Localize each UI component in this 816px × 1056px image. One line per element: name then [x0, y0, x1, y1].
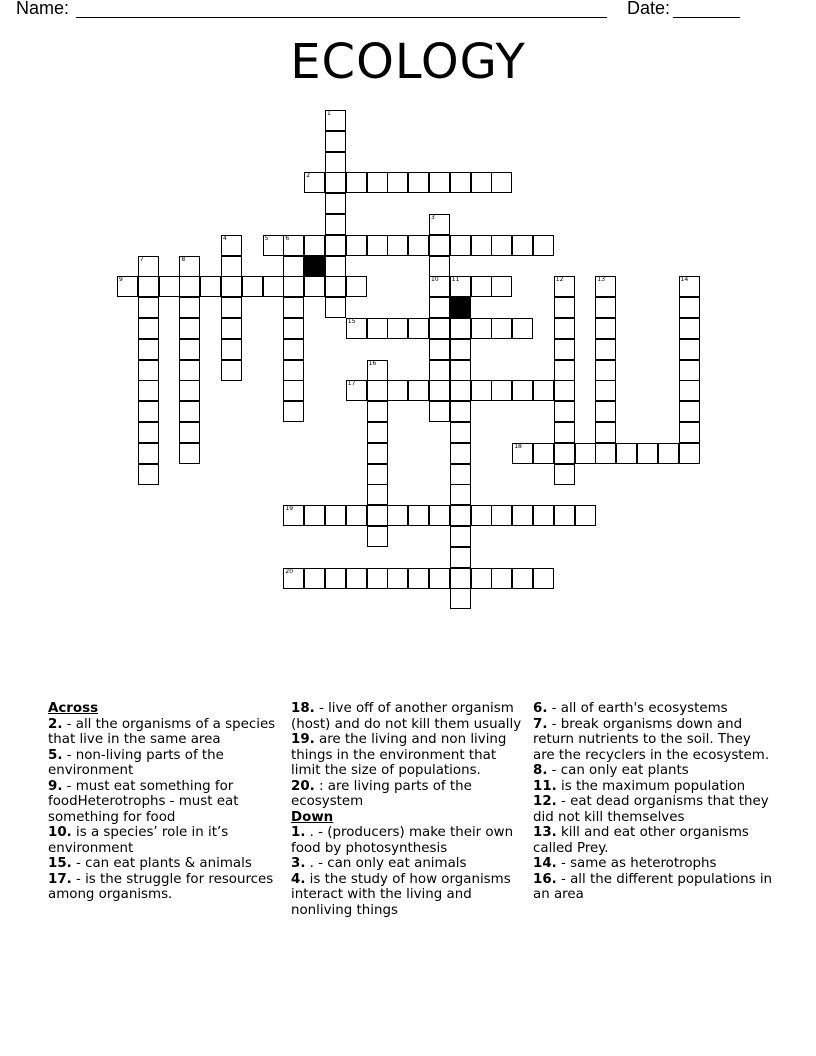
grid-cell[interactable]	[450, 526, 471, 547]
grid-cell[interactable]	[179, 256, 200, 277]
across-clue-17	[48, 872, 288, 903]
grid-cell[interactable]	[346, 276, 367, 297]
grid-cell[interactable]	[179, 443, 200, 464]
grid-cell[interactable]	[429, 214, 450, 235]
across-clue-5	[48, 748, 288, 779]
clue-number: 16	[368, 359, 377, 367]
clue-number-label: 17.	[48, 871, 72, 887]
grid-cell[interactable]	[408, 505, 429, 526]
grid-cell[interactable]	[679, 422, 700, 443]
grid-cell[interactable]	[367, 235, 388, 256]
clue-text: is a species’ role in it’s environment	[48, 825, 229, 856]
grid-cell[interactable]	[367, 318, 388, 339]
clue-number: 9	[119, 276, 123, 284]
grid-cell[interactable]	[179, 422, 200, 443]
grid-cell[interactable]	[429, 172, 450, 193]
clue-number-label: 6.	[533, 701, 548, 716]
clue-text: - live off of another organism (host) and do not kill them usually	[291, 701, 522, 732]
grid-cell[interactable]	[179, 276, 200, 297]
grid-cell[interactable]	[346, 172, 367, 193]
grid-cell[interactable]	[679, 401, 700, 422]
grid-cell[interactable]	[387, 505, 408, 526]
grid-cell[interactable]	[679, 297, 700, 318]
grid-cell[interactable]	[263, 276, 284, 297]
grid-cell[interactable]	[387, 235, 408, 256]
grid-cell[interactable]	[491, 235, 512, 256]
grid-cell[interactable]	[616, 443, 637, 464]
clue-number: 10	[431, 276, 439, 284]
grid-cell[interactable]	[138, 297, 159, 318]
grid-cell[interactable]	[408, 172, 429, 193]
grid-cell[interactable]	[283, 505, 304, 526]
grid-cell[interactable]	[325, 276, 346, 297]
clue-text: is the study of how organisms interact with the living and nonliving things	[291, 871, 511, 918]
grid-cell[interactable]	[512, 318, 533, 339]
across-clues-list-b	[291, 701, 527, 810]
grid-cell[interactable]	[450, 339, 471, 360]
grid-cell[interactable]	[283, 360, 304, 381]
grid-cell[interactable]	[221, 235, 242, 256]
grid-cell[interactable]	[325, 131, 346, 152]
grid-cell[interactable]	[304, 276, 325, 297]
grid-cell[interactable]	[429, 380, 450, 401]
grid-cell[interactable]	[304, 505, 325, 526]
grid-cell[interactable]	[283, 297, 304, 318]
clue-number-label: 8.	[533, 763, 548, 778]
grid-cell[interactable]	[450, 443, 471, 464]
grid-cell[interactable]	[471, 568, 492, 589]
down-clue-8	[533, 763, 773, 779]
clue-number-label: 4.	[291, 871, 306, 887]
clues-column-3	[533, 701, 773, 903]
grid-cell[interactable]	[450, 464, 471, 485]
grid-cell[interactable]	[554, 505, 575, 526]
grid-cell[interactable]	[283, 568, 304, 589]
across-clues-list-a	[48, 717, 288, 903]
grid-cell[interactable]	[491, 568, 512, 589]
date-label: Date:	[627, 0, 671, 18]
grid-cell[interactable]	[346, 318, 367, 339]
grid-cell[interactable]	[346, 505, 367, 526]
grid-cell[interactable]	[138, 256, 159, 277]
grid-cell[interactable]	[554, 276, 575, 297]
grid-cell[interactable]	[283, 256, 304, 277]
clue-number-label: 16.	[533, 871, 557, 887]
grid-cell[interactable]	[471, 276, 492, 297]
clue-number: 14	[680, 276, 689, 284]
grid-cell[interactable]	[367, 401, 388, 422]
grid-cell[interactable]	[367, 443, 388, 464]
clue-number-label: 3.	[291, 856, 306, 871]
grid-cell[interactable]	[283, 276, 304, 297]
black-cell	[304, 256, 325, 277]
grid-cell[interactable]	[367, 505, 388, 526]
clue-text: is the maximum population	[556, 778, 746, 794]
clue-number: 4	[223, 234, 227, 242]
clue-number: 3	[431, 214, 435, 221]
grid-cell[interactable]	[367, 464, 388, 485]
down-clue-16	[533, 872, 773, 903]
grid-cell[interactable]	[325, 152, 346, 173]
grid-cell[interactable]	[512, 443, 533, 464]
grid-cell[interactable]	[429, 401, 450, 422]
grid-cell[interactable]	[471, 318, 492, 339]
clues-column-2	[291, 701, 527, 918]
grid-cell[interactable]	[408, 380, 429, 401]
grid-cell[interactable]	[429, 505, 450, 526]
down-clue-1	[291, 825, 527, 856]
grid-cell[interactable]	[595, 318, 616, 339]
grid-cell[interactable]	[346, 235, 367, 256]
grid-cell[interactable]	[450, 588, 471, 609]
clue-text: . - (producers) make their own food by photosynthesis	[291, 825, 514, 856]
grid-cell[interactable]	[471, 505, 492, 526]
grid-cell[interactable]	[346, 380, 367, 401]
grid-cell[interactable]	[179, 297, 200, 318]
clue-text: - must eat something for foodHeterotrophs - must eat something for food	[48, 778, 239, 825]
grid-cell[interactable]	[304, 568, 325, 589]
grid-cell[interactable]	[533, 380, 554, 401]
grid-cell[interactable]	[595, 339, 616, 360]
grid-cell[interactable]	[325, 172, 346, 193]
clue-number: 15	[347, 318, 356, 325]
clue-number: 6	[285, 234, 290, 242]
clue-number: 5	[264, 234, 269, 242]
grid-cell[interactable]	[637, 443, 658, 464]
grid-cell[interactable]	[575, 505, 596, 526]
across-clue-15	[48, 856, 288, 872]
across-heading: Across	[48, 701, 99, 716]
grid-cell[interactable]	[554, 318, 575, 339]
grid-cell[interactable]	[138, 339, 159, 360]
grid-cell[interactable]	[595, 360, 616, 381]
grid-cell[interactable]	[658, 443, 679, 464]
grid-cell[interactable]	[512, 235, 533, 256]
grid-cell[interactable]	[429, 360, 450, 381]
grid-cell[interactable]	[325, 505, 346, 526]
down-clue-13	[533, 825, 773, 856]
grid-cell[interactable]	[491, 380, 512, 401]
grid-cell[interactable]	[554, 380, 575, 401]
across-clue-19	[291, 732, 527, 779]
down-clue-11	[533, 779, 773, 795]
grid-cell[interactable]	[595, 401, 616, 422]
grid-cell[interactable]	[429, 256, 450, 277]
grid-cell[interactable]	[429, 339, 450, 360]
grid-cell[interactable]	[138, 401, 159, 422]
grid-cell[interactable]	[595, 297, 616, 318]
grid-cell[interactable]	[533, 568, 554, 589]
grid-cell[interactable]	[554, 401, 575, 422]
grid-cell[interactable]	[450, 484, 471, 505]
grid-cell[interactable]	[263, 235, 284, 256]
clue-number: 7	[139, 255, 144, 263]
clue-number-label: 10.	[48, 825, 72, 840]
clue-number-label: 13.	[533, 825, 557, 840]
grid-cell[interactable]	[367, 422, 388, 443]
clue-number: 1	[327, 110, 331, 117]
clue-number-label: 15.	[48, 856, 72, 871]
clue-number-label: 11.	[533, 778, 557, 794]
across-clue-2	[48, 717, 288, 748]
grid-cell[interactable]	[304, 235, 325, 256]
grid-cell[interactable]	[325, 110, 346, 131]
grid-cell[interactable]	[138, 422, 159, 443]
down-heading: Down	[291, 809, 334, 825]
grid-cell[interactable]	[138, 380, 159, 401]
grid-cell[interactable]	[491, 318, 512, 339]
page-title: ECOLOGY	[290, 34, 526, 90]
clue-number-label: 9.	[48, 778, 63, 794]
grid-cell[interactable]	[533, 443, 554, 464]
grid-cell[interactable]	[367, 484, 388, 505]
grid-cell[interactable]	[554, 360, 575, 381]
clue-number: 13	[597, 276, 606, 284]
grid-cell[interactable]	[242, 276, 263, 297]
grid-cell[interactable]	[117, 276, 138, 297]
grid-cell[interactable]	[138, 360, 159, 381]
grid-cell[interactable]	[450, 276, 471, 297]
grid-cell[interactable]	[304, 172, 325, 193]
clue-text: - is the struggle for resources among organisms.	[48, 871, 274, 902]
grid-cell[interactable]	[283, 318, 304, 339]
grid-cell[interactable]	[387, 380, 408, 401]
clue-text: - all the different populations in an area	[533, 871, 773, 902]
down-clue-3	[291, 856, 527, 872]
grid-cell[interactable]	[679, 360, 700, 381]
grid-cell[interactable]	[221, 276, 242, 297]
clue-number: 8	[181, 255, 186, 263]
grid-cell[interactable]	[408, 235, 429, 256]
grid-cell[interactable]	[387, 568, 408, 589]
down-clue-12	[533, 794, 773, 825]
grid-cell[interactable]	[512, 380, 533, 401]
grid-cell[interactable]	[179, 360, 200, 381]
grid-cell[interactable]	[450, 172, 471, 193]
grid-cell[interactable]	[679, 318, 700, 339]
grid-cell[interactable]	[221, 297, 242, 318]
grid-cell[interactable]	[450, 401, 471, 422]
grid-cell[interactable]	[221, 360, 242, 381]
clue-text: kill and eat other organisms called Prey.	[533, 825, 749, 856]
clue-number-label: 7.	[533, 716, 548, 732]
grid-cell[interactable]	[595, 422, 616, 443]
clue-number-label: 1.	[291, 825, 306, 840]
clue-number: 2	[306, 172, 311, 180]
grid-cell[interactable]	[554, 443, 575, 464]
grid-cell[interactable]	[179, 380, 200, 401]
clue-text: - non-living parts of the environment	[48, 747, 224, 778]
grid-cell[interactable]	[283, 380, 304, 401]
clue-number: 18	[514, 442, 522, 450]
grid-cell[interactable]	[221, 339, 242, 360]
down-clues-list-a	[291, 825, 527, 918]
grid-cell[interactable]	[679, 380, 700, 401]
grid-cell[interactable]	[554, 339, 575, 360]
grid-cell[interactable]	[450, 422, 471, 443]
grid-cell[interactable]	[408, 318, 429, 339]
clue-number: 11	[451, 276, 460, 284]
grid-cell[interactable]	[283, 235, 304, 256]
clue-text: - break organisms down and return nutrients to the soil. They are the recyclers in the ecosystem.	[533, 716, 770, 763]
across-clue-9	[48, 779, 288, 826]
clue-text: are the living and non living things in the environment that limit the size of populations.	[291, 732, 507, 778]
grid-cell[interactable]	[138, 443, 159, 464]
grid-cell[interactable]	[533, 235, 554, 256]
grid-cell[interactable]	[554, 422, 575, 443]
clue-number-label: 18.	[291, 701, 315, 716]
grid-cell[interactable]	[179, 318, 200, 339]
grid-cell[interactable]	[367, 172, 388, 193]
grid-cell[interactable]	[554, 297, 575, 318]
down-clue-4	[291, 872, 527, 919]
clue-number-label: 20.	[291, 778, 315, 794]
grid-cell[interactable]	[429, 568, 450, 589]
grid-cell[interactable]	[367, 380, 388, 401]
grid-cell[interactable]	[429, 318, 450, 339]
clue-number-label: 12.	[533, 794, 557, 809]
grid-cell[interactable]	[533, 505, 554, 526]
clue-number-label: 5.	[48, 747, 63, 763]
grid-cell[interactable]	[450, 235, 471, 256]
grid-cell[interactable]	[346, 568, 367, 589]
grid-cell[interactable]	[595, 443, 616, 464]
grid-cell[interactable]	[429, 276, 450, 297]
grid-cell[interactable]	[159, 276, 180, 297]
grid-cell[interactable]	[471, 380, 492, 401]
grid-cell[interactable]	[408, 568, 429, 589]
grid-cell[interactable]	[429, 297, 450, 318]
grid-cell[interactable]	[450, 568, 471, 589]
grid-cell[interactable]	[595, 276, 616, 297]
grid-cell[interactable]	[283, 401, 304, 422]
clue-text: - eat dead organisms that they did not kill themselves	[533, 794, 769, 825]
grid-cell[interactable]	[679, 339, 700, 360]
grid-cell[interactable]	[179, 339, 200, 360]
down-clue-7	[533, 717, 773, 764]
grid-cell[interactable]	[325, 235, 346, 256]
grid-cell[interactable]	[679, 443, 700, 464]
clue-text: - all the organisms of a species that live in the same area	[48, 716, 276, 747]
clue-number-label: 2.	[48, 716, 63, 732]
down-clues-list-b	[533, 701, 773, 903]
clue-text: - all of earth's ecosystems	[547, 701, 728, 716]
clues-column-1	[48, 701, 288, 903]
clue-text: : are living parts of the ecosystem	[291, 778, 472, 809]
grid-cell[interactable]	[450, 505, 471, 526]
grid-cell[interactable]	[221, 256, 242, 277]
grid-cell[interactable]	[179, 401, 200, 422]
clue-number: 19	[285, 505, 294, 513]
across-clue-10	[48, 825, 288, 856]
grid-cell[interactable]	[450, 380, 471, 401]
grid-cell[interactable]	[679, 276, 700, 297]
grid-cell[interactable]	[221, 318, 242, 339]
clue-number: 12	[555, 276, 564, 284]
across-clue-18	[291, 701, 527, 732]
grid-cell[interactable]	[491, 505, 512, 526]
grid-cell[interactable]	[512, 505, 533, 526]
down-clue-6	[533, 701, 773, 717]
clue-number-label: 19.	[291, 732, 315, 747]
name-label: Name:	[16, 0, 70, 18]
grid-cell[interactable]	[138, 318, 159, 339]
grid-cell[interactable]	[367, 360, 388, 381]
grid-cell[interactable]	[595, 380, 616, 401]
clue-number: 20	[285, 567, 294, 575]
down-clue-14	[533, 856, 773, 872]
grid-cell[interactable]	[138, 276, 159, 297]
grid-cell[interactable]	[450, 318, 471, 339]
grid-cell[interactable]	[429, 235, 450, 256]
grid-cell[interactable]	[491, 276, 512, 297]
grid-cell[interactable]	[325, 214, 346, 235]
grid-cell[interactable]	[471, 235, 492, 256]
grid-cell[interactable]	[575, 443, 596, 464]
grid-cell[interactable]	[471, 172, 492, 193]
grid-cell[interactable]	[554, 464, 575, 485]
clue-number-label: 14.	[533, 856, 557, 871]
grid-cell[interactable]	[325, 256, 346, 277]
grid-cell[interactable]	[325, 193, 346, 214]
grid-cell[interactable]	[367, 526, 388, 547]
grid-cell[interactable]	[450, 360, 471, 381]
grid-cell[interactable]	[450, 547, 471, 568]
grid-cell[interactable]	[512, 568, 533, 589]
grid-cell[interactable]	[387, 318, 408, 339]
clue-number: 17	[347, 380, 356, 388]
clue-text: . - can only eat animals	[305, 856, 467, 871]
clue-text: - can only eat plants	[547, 763, 689, 778]
grid-cell[interactable]	[387, 172, 408, 193]
grid-cell[interactable]	[325, 568, 346, 589]
grid-cell[interactable]	[200, 276, 221, 297]
grid-cell[interactable]	[283, 339, 304, 360]
black-cell	[450, 297, 471, 318]
grid-cell[interactable]	[325, 297, 346, 318]
grid-cell[interactable]	[138, 464, 159, 485]
clue-text: - same as heterotrophs	[556, 856, 717, 871]
grid-cell[interactable]	[367, 568, 388, 589]
grid-cell[interactable]	[491, 172, 512, 193]
clue-text: - can eat plants & animals	[71, 856, 252, 871]
across-clue-20	[291, 779, 527, 810]
